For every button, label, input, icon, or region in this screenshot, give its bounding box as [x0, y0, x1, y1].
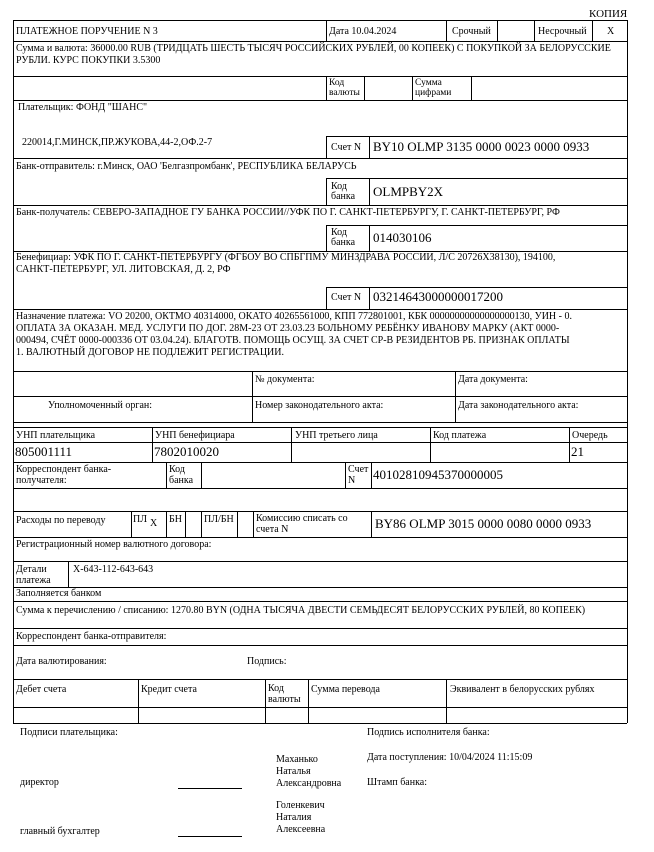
urgent-label: Срочный	[452, 26, 491, 37]
legal-act-number-label: Номер законодательного акта:	[255, 400, 384, 411]
commission-label: Комиссию списать со счета N	[256, 513, 348, 535]
beneficiary-unp-label: УНП бенефициара	[155, 430, 235, 441]
commission-account: BY86 OLMP 3015 0000 0080 0000 0933	[375, 516, 592, 531]
details-value: X-643-112-643-643	[73, 564, 154, 575]
beneficiary-unp: 7802010020	[154, 444, 219, 459]
value-date-label: Дата валютирования:	[16, 656, 107, 667]
accountant-name-2: Наталия	[276, 812, 312, 823]
purpose-line-3: 000494, СЧЁТ 0000-000336 ОТ 03.04.24). БЛАГОТВ. ПОМОЩЬ ОСУЩ. ЗА СЧЕТ СР-В РЕЗИДЕНТОВ РБ. ПРИЗНАК ОПЛАТЫ	[16, 335, 570, 346]
director-name-2: Наталья	[276, 766, 311, 777]
equivalent-header: Эквивалент в белорусских рублях	[450, 684, 595, 695]
payer-unp: 805001111	[15, 444, 73, 459]
recipient-bank-label: Банк-получатель: СЕВЕРО-ЗАПАДНОЕ ГУ БАНКА РОССИИ//УФК ПО Г. САНКТ-ПЕТЕРБУРГУ, Г. САНКТ-ПЕТЕРБУРГ, РФ	[16, 207, 560, 218]
legal-act-date-label: Дата законодательного акта:	[458, 400, 579, 411]
payment-code-label: Код платежа	[433, 430, 487, 441]
fees-pl-mark: X	[150, 518, 158, 529]
sender-correspondent-label: Корреспондент банка-отправителя:	[16, 631, 167, 642]
form-right-border	[627, 20, 628, 723]
beneficiary-line-2: САНКТ-ПЕТЕРБУРГ, УЛ. ЛИТОВСКАЯ, Д. 2, РФ	[16, 264, 231, 275]
accountant-name-3: Алексеевна	[276, 824, 326, 835]
accountant-name-1: Голенкевич	[276, 800, 325, 811]
director-role: директор	[20, 777, 59, 788]
sender-bank-code-label: Код банка	[331, 181, 356, 202]
payer-signatures-label: Подписи плательщика:	[20, 727, 118, 738]
non-urgent-label: Несрочный	[538, 26, 587, 37]
debit-amount: Сумма к перечислению / списанию: 1270.80 BYN (ОДНА ТЫСЯЧА ДВЕСТИ СЕМЬДЕСЯТ БЕЛОРУССКИХ РУБЛЕЙ, 80 КОПЕЕК)	[16, 605, 586, 616]
correspondent-account: 40102810945370000005	[373, 467, 503, 482]
document-date: Дата 10.04.2024	[329, 26, 397, 37]
beneficiary-account-label: Счет N	[331, 292, 362, 303]
payer-unp-label: УНП плательщика	[16, 430, 96, 441]
priority-label: Очередь	[572, 430, 608, 441]
purpose-line-2: ОПЛАТА ЗА ОКАЗАН. МЕД. УСЛУГИ ПО ДОГ. 28М-23 ОТ 23.03.23 БОЛЬНОМУ РЕБЁНКУ ИВАНОВУ МАРКУ (АКТ 0000-	[16, 323, 560, 334]
payer-label: Плательщик: ФОНД "ШАНС"	[18, 102, 148, 113]
received-date: Дата поступления: 10/04/2024 11:15:09	[367, 752, 533, 763]
director-name-3: Александровна	[276, 778, 342, 789]
form-left-border	[13, 20, 14, 723]
currency-code-header: Код валюты	[268, 683, 301, 705]
purpose-line-4: 1. ВАЛЮТНЫЙ ДОГОВОР НЕ ПОДЛЕЖИТ РЕГИСТРАЦИИ.	[16, 347, 284, 358]
purpose-line-1: Назначение платежа: VO 20200, ОКТМО 40314000, ОКАТО 40265561000, КПП 772801001, КБК 00000000000000000130, УИН - 0.	[16, 311, 572, 322]
copy-label: КОПИЯ	[589, 8, 628, 20]
director-name-1: Маханько	[276, 754, 318, 765]
sender-bank-code: OLMPBY2X	[373, 184, 444, 199]
document-title: ПЛАТЕЖНОЕ ПОРУЧЕНИЕ N 3	[16, 26, 158, 37]
recipient-bank-code: 014030106	[373, 230, 432, 245]
fees-bn: БН	[169, 514, 182, 525]
authority-label: Уполномоченный орган:	[48, 400, 153, 411]
registration-label: Регистрационный номер валютного договора:	[16, 539, 212, 550]
currency-code-label: Код валюты	[329, 78, 360, 98]
fees-label: Расходы по переводу	[16, 515, 106, 526]
sum-digits-label: Сумма цифрами	[415, 78, 452, 98]
transfer-amount-header: Сумма перевода	[311, 684, 380, 695]
bank-executor-signature-label: Подпись исполнителя банка:	[367, 727, 490, 738]
fees-pl-bn: ПЛ/БН	[204, 514, 234, 525]
fees-pl: ПЛ	[133, 514, 148, 525]
doc-date-label: Дата документа:	[458, 374, 528, 385]
details-label: Детали платежа	[16, 564, 51, 586]
recipient-bank-code-label: Код банка	[331, 227, 356, 248]
bank-filled-label: Заполняется банком	[16, 588, 102, 599]
bank-stamp-label: Штамп банка:	[367, 777, 427, 788]
credit-account-header: Кредит счета	[141, 684, 197, 695]
debit-account-header: Дебет счета	[16, 684, 67, 695]
signature-label: Подпись:	[247, 656, 287, 667]
beneficiary-account: 03214643000000017200	[373, 289, 503, 304]
amount-text: Сумма и валюта: 36000.00 RUB (ТРИДЦАТЬ ШЕСТЬ ТЫСЯЧ РОССИЙСКИХ РУБЛЕЙ, 00 КОПЕЕК) С ПОКУПКОЙ ЗА БЕЛОРУССКИЕ РУБЛИ. КУРС ПОКУПКИ 3.5300	[16, 43, 611, 66]
accountant-signature-line	[178, 836, 242, 837]
payer-address: 220014,Г.МИНСК,ПР.ЖУКОВА,44-2,ОФ.2-7	[22, 137, 213, 148]
non-urgent-mark: X	[607, 26, 615, 37]
beneficiary-line-1: Бенефициар: УФК ПО Г. САНКТ-ПЕТЕРБУРГУ (ФГБОУ ВО СПБГПМУ МИНЗДРАВА РОССИИ, Л/С 20726Х38130), 194100,	[16, 252, 556, 263]
correspondent-account-label: Счет N	[348, 464, 369, 486]
priority-value: 21	[571, 444, 584, 459]
doc-number-label: № документа:	[255, 374, 315, 385]
correspondent-code-label: Код банка	[169, 464, 194, 486]
accountant-role: главный бухгалтер	[20, 826, 100, 837]
payer-account-label: Счет N	[331, 142, 362, 153]
third-party-unp-label: УНП третьего лица	[295, 430, 378, 441]
sender-bank-label: Банк-отправитель: г.Минск, ОАО 'Белгазпромбанк', РЕСПУБЛИКА БЕЛАРУСЬ	[16, 161, 357, 172]
correspondent-label: Корреспондент банка-получателя:	[16, 464, 112, 486]
payer-account: BY10 OLMP 3135 0000 0023 0000 0933	[373, 139, 590, 154]
director-signature-line	[178, 788, 242, 789]
